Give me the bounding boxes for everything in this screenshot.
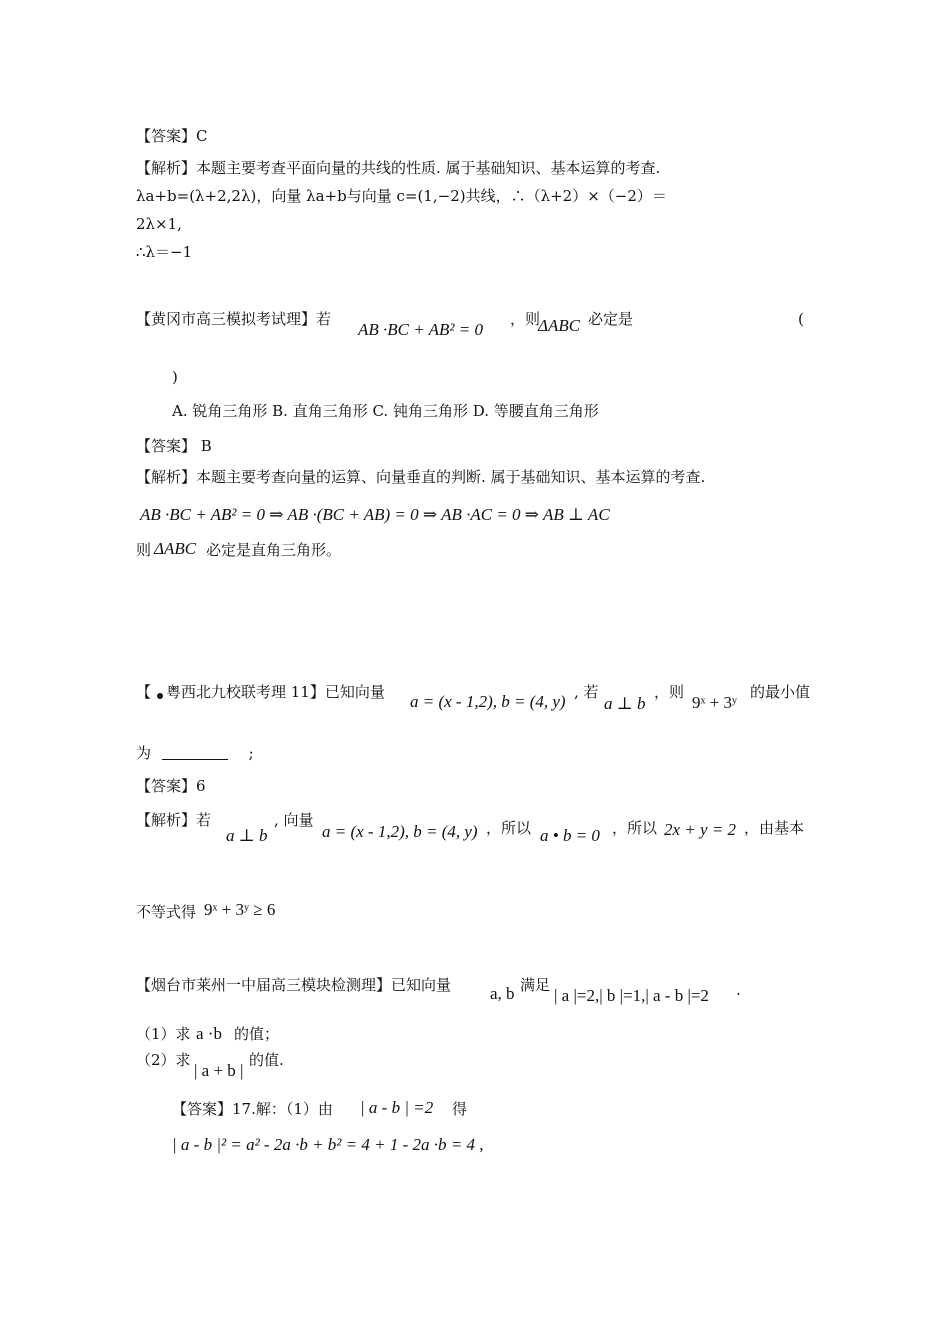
question-3-mid: , 若: [574, 683, 599, 701]
question-2-prefix: 【黄冈市高三模拟考试理】若: [136, 310, 332, 328]
question-4-vectors: a, b: [490, 984, 515, 1003]
question-3-expr: 9ˣ + 3ʸ: [692, 693, 738, 712]
part-2-prefix: （2）求: [136, 1051, 191, 1069]
question-4-prefix: 【烟台市莱州一中届高三模块检测理】已知向量: [136, 976, 452, 994]
inequality-prefix: 不等式得: [136, 903, 197, 921]
analysis-3-dot: a • b = 0: [540, 826, 600, 845]
analysis-3-eq: 2x + y = 2: [664, 820, 737, 839]
question-4-end: .: [736, 981, 741, 999]
paren-open: (: [798, 310, 804, 328]
bullet-icon: [157, 693, 163, 699]
analysis-3-so2: ，所以: [612, 819, 658, 837]
question-3-line2-end: ;: [248, 744, 254, 762]
question-3-bracket: 【: [136, 683, 152, 701]
analysis-3-vectors: a = (x - 1,2), b = (4, y): [322, 822, 478, 841]
answer-3: 【答案】6: [136, 777, 206, 795]
answer-4-suffix: 得: [452, 1100, 468, 1118]
part-2-expr: | a + b |: [194, 1061, 244, 1080]
answer-4-expr: | a - b | =2: [360, 1098, 434, 1117]
analysis-3-end: ，由基本: [744, 819, 805, 837]
answer-2: 【答案】 B: [136, 437, 212, 455]
analysis-3-mid: , 向量: [274, 811, 314, 829]
analysis-line-3: 2λ×1,: [136, 215, 182, 233]
paren-close: ): [172, 368, 178, 386]
analysis-3-so1: ，所以: [486, 819, 532, 837]
question-2-formula: AB ·BC + AB² = 0: [358, 320, 483, 339]
question-4-cond: | a |=2,| b |=1,| a - b |=2: [554, 986, 709, 1005]
question-2-options: A. 锐角三角形 B. 直角三角形 C. 钝角三角形 D. 等腰直角三角形: [172, 402, 599, 420]
part-1-expr: a ·b: [196, 1024, 222, 1043]
question-2-suffix: 必定是: [588, 310, 634, 328]
derivation-2: AB ·BC + AB² = 0 ⇒ AB ·(BC + AB) = 0 ⇒ AB ·AC = 0 ⇒ AB ⊥ AC: [140, 505, 610, 524]
answer-4-prefix: 【答案】17.解：（1）由: [172, 1100, 333, 1118]
question-2-triangle: ΔABC: [538, 316, 581, 335]
question-3-vectors: a = (x - 1,2), b = (4, y): [410, 692, 566, 711]
question-3-suffix: 的最小值: [750, 683, 811, 701]
conclusion-2-triangle: ΔABC: [154, 539, 197, 558]
inequality-expr: 9ˣ + 3ʸ ≥ 6: [204, 900, 276, 919]
question-3-source: 粤西北九校联考理 11】已知向量: [166, 683, 385, 701]
question-3-then: ，则: [654, 683, 685, 701]
analysis-3-prefix: 【解析】若: [136, 811, 212, 829]
analysis-3-perp: a ⊥ b: [226, 826, 268, 845]
analysis-line-1: 【解析】本题主要考查平面向量的共线的性质. 属于基础知识、基本运算的考查.: [136, 159, 661, 177]
question-3-line2: [136, 743, 254, 763]
conclusion-2-prefix: 则: [136, 541, 152, 559]
question-4-mid: 满足: [520, 976, 551, 994]
question-2-mid: ，则: [510, 310, 541, 328]
part-1-suffix: 的值；: [234, 1025, 280, 1043]
analysis-line-4: ∴λ＝−1: [136, 243, 193, 261]
question-3-perp: a ⊥ b: [604, 694, 646, 713]
part-2-suffix: 的值.: [249, 1051, 284, 1069]
answer-blank: [162, 745, 228, 760]
answer-line-1: 【答案】C: [136, 127, 208, 145]
answer-4-derivation: | a - b |² = a² - 2a ·b + b² = 4 + 1 - 2a ·b = 4 ,: [172, 1135, 484, 1154]
analysis-2: 【解析】本题主要考查向量的运算、向量垂直的判断. 属于基础知识、基本运算的考查.: [136, 468, 706, 486]
analysis-line-2: λa+b=(λ+2,2λ)，向量 λa+b与向量 c=(1,−2)共线，∴（λ+2）×（−2）＝: [136, 187, 667, 205]
conclusion-2-suffix: 必定是直角三角形。: [206, 541, 342, 559]
part-1-prefix: （1）求: [136, 1025, 191, 1043]
question-3-line2-label: 为: [136, 744, 152, 762]
